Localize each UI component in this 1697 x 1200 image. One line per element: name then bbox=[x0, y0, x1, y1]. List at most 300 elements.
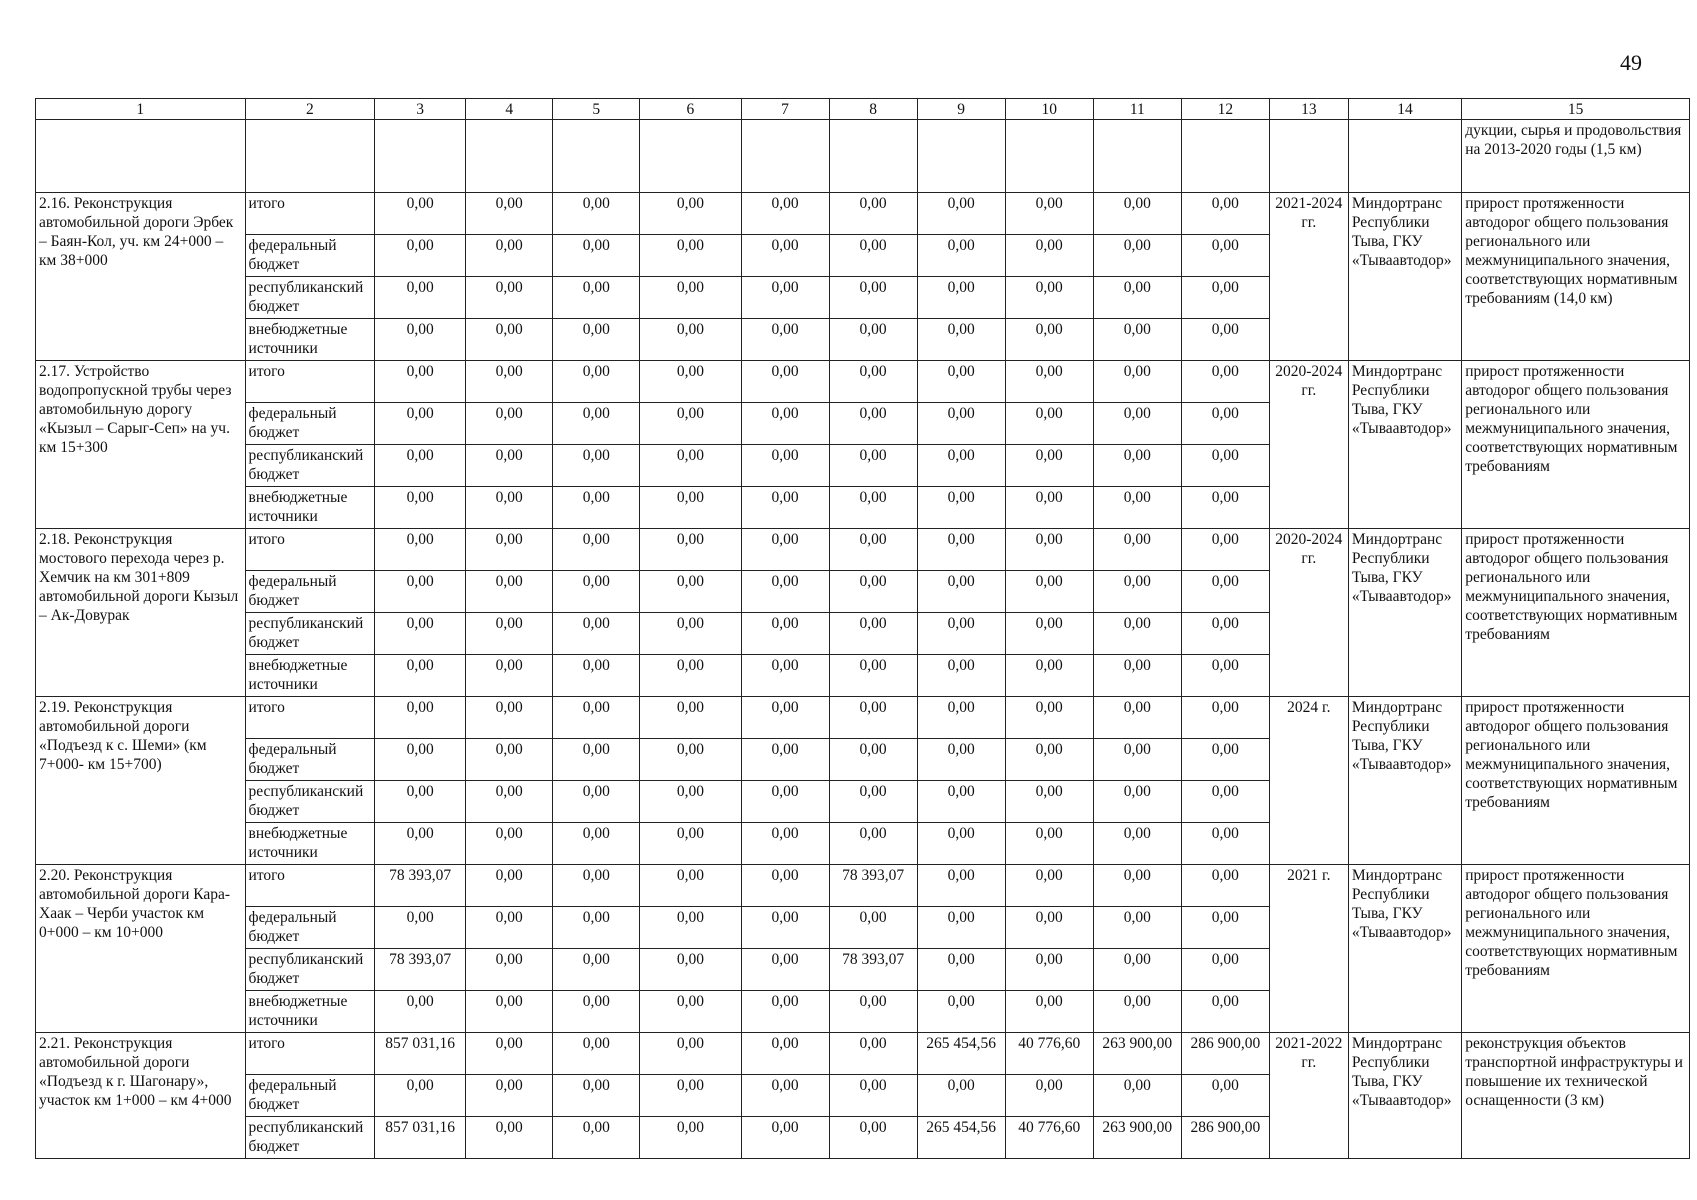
table-row bbox=[36, 529, 1690, 571]
column-number: 8 bbox=[829, 99, 917, 120]
funding-source: внебюджетные источники bbox=[245, 991, 375, 1033]
amount-cell: 0,00 bbox=[1005, 235, 1093, 277]
amount-cell: 0,00 bbox=[640, 319, 741, 361]
empty-cell bbox=[36, 120, 246, 193]
amount-cell: 0,00 bbox=[1005, 697, 1093, 739]
amount-cell: 0,00 bbox=[917, 193, 1005, 235]
amount-cell: 0,00 bbox=[917, 823, 1005, 865]
funding-source: итого bbox=[245, 697, 375, 739]
amount-cell: 0,00 bbox=[829, 907, 917, 949]
amount-cell: 0,00 bbox=[829, 739, 917, 781]
amount-cell: 0,00 bbox=[640, 1075, 741, 1117]
amount-cell: 0,00 bbox=[1181, 361, 1269, 403]
amount-cell: 0,00 bbox=[1093, 739, 1181, 781]
project-title: 2.21. Реконструкция автомобильной дороги «Подъезд к г. Шагонару», участок км 1+000 – км 4+000 bbox=[36, 1033, 246, 1159]
column-number: 3 bbox=[375, 99, 466, 120]
table-row bbox=[36, 865, 1690, 907]
amount-cell: 0,00 bbox=[1005, 487, 1093, 529]
amount-cell: 0,00 bbox=[741, 445, 829, 487]
empty-cell bbox=[640, 120, 741, 193]
amount-cell: 0,00 bbox=[1093, 949, 1181, 991]
amount-cell: 0,00 bbox=[1181, 739, 1269, 781]
column-number: 6 bbox=[640, 99, 741, 120]
implementation-period: 2024 г. bbox=[1269, 697, 1348, 865]
amount-cell: 0,00 bbox=[917, 277, 1005, 319]
amount-cell: 0,00 bbox=[375, 907, 466, 949]
amount-cell: 0,00 bbox=[741, 571, 829, 613]
amount-cell: 0,00 bbox=[466, 907, 553, 949]
amount-cell: 0,00 bbox=[829, 697, 917, 739]
amount-cell: 0,00 bbox=[375, 403, 466, 445]
amount-cell: 0,00 bbox=[466, 655, 553, 697]
amount-cell: 0,00 bbox=[1181, 613, 1269, 655]
funding-source: республиканский бюджет bbox=[245, 613, 375, 655]
amount-cell: 0,00 bbox=[1005, 907, 1093, 949]
amount-cell: 0,00 bbox=[1181, 949, 1269, 991]
amount-cell: 0,00 bbox=[1005, 781, 1093, 823]
amount-cell: 0,00 bbox=[829, 1075, 917, 1117]
amount-cell: 0,00 bbox=[1093, 361, 1181, 403]
expected-result: прирост протяженности автодорог общего пользования регионального или межмуниципального значения, соответствующих нормативным требованиям bbox=[1462, 697, 1690, 865]
funding-source: итого bbox=[245, 361, 375, 403]
amount-cell: 0,00 bbox=[466, 487, 553, 529]
funding-source: федеральный бюджет bbox=[245, 571, 375, 613]
amount-cell: 857 031,16 bbox=[375, 1033, 466, 1075]
amount-cell: 0,00 bbox=[1181, 235, 1269, 277]
amount-cell: 0,00 bbox=[917, 781, 1005, 823]
amount-cell: 0,00 bbox=[553, 277, 640, 319]
amount-cell: 0,00 bbox=[553, 403, 640, 445]
amount-cell: 0,00 bbox=[741, 277, 829, 319]
amount-cell: 0,00 bbox=[829, 781, 917, 823]
amount-cell: 0,00 bbox=[1005, 991, 1093, 1033]
amount-cell: 0,00 bbox=[1181, 319, 1269, 361]
expected-result: прирост протяженности автодорог общего пользования регионального или межмуниципального значения, соответствующих нормативным требованиям bbox=[1462, 529, 1690, 697]
amount-cell: 0,00 bbox=[640, 739, 741, 781]
amount-cell: 0,00 bbox=[640, 193, 741, 235]
amount-cell: 0,00 bbox=[829, 319, 917, 361]
amount-cell: 0,00 bbox=[741, 949, 829, 991]
amount-cell: 0,00 bbox=[1005, 571, 1093, 613]
amount-cell: 0,00 bbox=[1181, 487, 1269, 529]
amount-cell: 0,00 bbox=[741, 1075, 829, 1117]
amount-cell: 0,00 bbox=[1181, 655, 1269, 697]
empty-cell bbox=[829, 120, 917, 193]
column-number: 11 bbox=[1093, 99, 1181, 120]
amount-cell: 0,00 bbox=[640, 991, 741, 1033]
empty-cell bbox=[375, 120, 466, 193]
implementation-period: 2021-2022 гг. bbox=[1269, 1033, 1348, 1159]
column-number: 9 bbox=[917, 99, 1005, 120]
amount-cell: 0,00 bbox=[1181, 445, 1269, 487]
amount-cell: 0,00 bbox=[1005, 1075, 1093, 1117]
amount-cell: 0,00 bbox=[917, 991, 1005, 1033]
amount-cell: 0,00 bbox=[466, 781, 553, 823]
empty-cell bbox=[1093, 120, 1181, 193]
amount-cell: 0,00 bbox=[917, 487, 1005, 529]
amount-cell: 0,00 bbox=[741, 991, 829, 1033]
amount-cell: 0,00 bbox=[375, 781, 466, 823]
amount-cell: 0,00 bbox=[1093, 235, 1181, 277]
amount-cell: 0,00 bbox=[553, 781, 640, 823]
amount-cell: 0,00 bbox=[741, 319, 829, 361]
amount-cell: 0,00 bbox=[466, 235, 553, 277]
column-number: 12 bbox=[1181, 99, 1269, 120]
amount-cell: 0,00 bbox=[829, 193, 917, 235]
amount-cell: 0,00 bbox=[553, 655, 640, 697]
amount-cell: 0,00 bbox=[466, 193, 553, 235]
amount-cell: 0,00 bbox=[375, 1075, 466, 1117]
amount-cell: 0,00 bbox=[741, 781, 829, 823]
funding-source: республиканский бюджет bbox=[245, 781, 375, 823]
amount-cell: 0,00 bbox=[640, 571, 741, 613]
amount-cell: 78 393,07 bbox=[375, 865, 466, 907]
amount-cell: 0,00 bbox=[741, 613, 829, 655]
amount-cell: 0,00 bbox=[640, 445, 741, 487]
amount-cell: 0,00 bbox=[640, 907, 741, 949]
amount-cell: 0,00 bbox=[1005, 319, 1093, 361]
funding-source: внебюджетные источники bbox=[245, 487, 375, 529]
amount-cell: 0,00 bbox=[1181, 907, 1269, 949]
amount-cell: 0,00 bbox=[553, 529, 640, 571]
executor: Миндортранс Республики Тыва, ГКУ «Тываавтодор» bbox=[1348, 865, 1461, 1033]
amount-cell: 0,00 bbox=[917, 697, 1005, 739]
amount-cell: 0,00 bbox=[553, 1033, 640, 1075]
implementation-period: 2020-2024 гг. bbox=[1269, 529, 1348, 697]
amount-cell: 0,00 bbox=[1093, 487, 1181, 529]
amount-cell: 0,00 bbox=[375, 487, 466, 529]
amount-cell: 0,00 bbox=[741, 193, 829, 235]
amount-cell: 0,00 bbox=[375, 277, 466, 319]
page-number: 49 bbox=[1620, 50, 1642, 75]
amount-cell: 0,00 bbox=[375, 529, 466, 571]
empty-cell bbox=[1348, 120, 1461, 193]
amount-cell: 0,00 bbox=[375, 697, 466, 739]
amount-cell: 0,00 bbox=[466, 823, 553, 865]
implementation-period: 2021 г. bbox=[1269, 865, 1348, 1033]
column-number: 7 bbox=[741, 99, 829, 120]
amount-cell: 0,00 bbox=[829, 991, 917, 1033]
amount-cell: 0,00 bbox=[553, 193, 640, 235]
amount-cell: 0,00 bbox=[1093, 529, 1181, 571]
expected-result: прирост протяженности автодорог общего пользования регионального или межмуниципального значения, соответствующих нормативным требованиям (14,0 км) bbox=[1462, 193, 1690, 361]
amount-cell: 0,00 bbox=[741, 655, 829, 697]
amount-cell: 0,00 bbox=[741, 823, 829, 865]
continuation-row bbox=[36, 120, 1690, 193]
amount-cell: 0,00 bbox=[917, 529, 1005, 571]
amount-cell: 0,00 bbox=[1005, 739, 1093, 781]
amount-cell: 0,00 bbox=[917, 613, 1005, 655]
amount-cell: 0,00 bbox=[640, 823, 741, 865]
amount-cell: 0,00 bbox=[1093, 403, 1181, 445]
amount-cell: 0,00 bbox=[466, 403, 553, 445]
amount-cell: 0,00 bbox=[375, 235, 466, 277]
amount-cell: 0,00 bbox=[829, 487, 917, 529]
empty-cell bbox=[1181, 120, 1269, 193]
empty-cell bbox=[245, 120, 375, 193]
amount-cell: 0,00 bbox=[1181, 991, 1269, 1033]
amount-cell: 0,00 bbox=[917, 571, 1005, 613]
amount-cell: 0,00 bbox=[553, 697, 640, 739]
amount-cell: 0,00 bbox=[741, 1033, 829, 1075]
amount-cell: 0,00 bbox=[640, 949, 741, 991]
column-number: 5 bbox=[553, 99, 640, 120]
amount-cell: 0,00 bbox=[553, 1117, 640, 1159]
amount-cell: 0,00 bbox=[466, 697, 553, 739]
funding-source: федеральный бюджет bbox=[245, 1075, 375, 1117]
amount-cell: 0,00 bbox=[1181, 403, 1269, 445]
amount-cell: 0,00 bbox=[1093, 445, 1181, 487]
empty-cell bbox=[466, 120, 553, 193]
implementation-period: 2020-2024 гг. bbox=[1269, 361, 1348, 529]
amount-cell: 0,00 bbox=[375, 445, 466, 487]
amount-cell: 0,00 bbox=[917, 655, 1005, 697]
amount-cell: 0,00 bbox=[375, 571, 466, 613]
amount-cell: 0,00 bbox=[1005, 655, 1093, 697]
amount-cell: 0,00 bbox=[917, 1075, 1005, 1117]
amount-cell: 0,00 bbox=[1005, 529, 1093, 571]
amount-cell: 0,00 bbox=[1005, 277, 1093, 319]
amount-cell: 0,00 bbox=[375, 613, 466, 655]
amount-cell: 0,00 bbox=[917, 739, 1005, 781]
amount-cell: 0,00 bbox=[829, 277, 917, 319]
continuation-text: дукции, сырья и продовольствия на 2013-2020 годы (1,5 км) bbox=[1462, 120, 1690, 193]
amount-cell: 0,00 bbox=[1093, 781, 1181, 823]
project-title: 2.20. Реконструкция автомобильной дороги Кара-Хаак – Черби участок км 0+000 – км 10+000 bbox=[36, 865, 246, 1033]
amount-cell: 0,00 bbox=[829, 235, 917, 277]
amount-cell: 0,00 bbox=[466, 1075, 553, 1117]
amount-cell: 0,00 bbox=[1181, 823, 1269, 865]
amount-cell: 0,00 bbox=[553, 823, 640, 865]
column-number: 4 bbox=[466, 99, 553, 120]
executor: Миндортранс Республики Тыва, ГКУ «Тываавтодор» bbox=[1348, 697, 1461, 865]
executor: Миндортранс Республики Тыва, ГКУ «Тываавтодор» bbox=[1348, 193, 1461, 361]
amount-cell: 857 031,16 bbox=[375, 1117, 466, 1159]
column-number: 2 bbox=[245, 99, 375, 120]
amount-cell: 0,00 bbox=[741, 529, 829, 571]
amount-cell: 0,00 bbox=[466, 277, 553, 319]
amount-cell: 0,00 bbox=[466, 445, 553, 487]
amount-cell: 0,00 bbox=[1181, 193, 1269, 235]
amount-cell: 0,00 bbox=[553, 571, 640, 613]
implementation-period: 2021-2024 гг. bbox=[1269, 193, 1348, 361]
amount-cell: 0,00 bbox=[1181, 865, 1269, 907]
amount-cell: 0,00 bbox=[1093, 991, 1181, 1033]
amount-cell: 0,00 bbox=[375, 319, 466, 361]
executor: Миндортранс Республики Тыва, ГКУ «Тываавтодор» bbox=[1348, 1033, 1461, 1159]
expected-result: прирост протяженности автодорог общего пользования регионального или межмуниципального значения, соответствующих нормативным требованиям bbox=[1462, 865, 1690, 1033]
amount-cell: 0,00 bbox=[1005, 865, 1093, 907]
amount-cell: 78 393,07 bbox=[829, 949, 917, 991]
amount-cell: 0,00 bbox=[1181, 529, 1269, 571]
amount-cell: 0,00 bbox=[829, 403, 917, 445]
amount-cell: 263 900,00 bbox=[1093, 1117, 1181, 1159]
amount-cell: 0,00 bbox=[553, 949, 640, 991]
amount-cell: 0,00 bbox=[1093, 319, 1181, 361]
amount-cell: 0,00 bbox=[375, 193, 466, 235]
amount-cell: 0,00 bbox=[375, 655, 466, 697]
amount-cell: 0,00 bbox=[1093, 613, 1181, 655]
amount-cell: 0,00 bbox=[375, 991, 466, 1033]
amount-cell: 0,00 bbox=[553, 907, 640, 949]
amount-cell: 0,00 bbox=[1181, 277, 1269, 319]
amount-cell: 0,00 bbox=[1093, 655, 1181, 697]
amount-cell: 0,00 bbox=[1005, 613, 1093, 655]
amount-cell: 0,00 bbox=[741, 865, 829, 907]
funding-source: итого bbox=[245, 193, 375, 235]
amount-cell: 0,00 bbox=[1093, 193, 1181, 235]
amount-cell: 0,00 bbox=[1005, 403, 1093, 445]
amount-cell: 0,00 bbox=[1093, 1075, 1181, 1117]
amount-cell: 0,00 bbox=[640, 235, 741, 277]
amount-cell: 0,00 bbox=[1093, 697, 1181, 739]
amount-cell: 0,00 bbox=[1005, 361, 1093, 403]
amount-cell: 0,00 bbox=[917, 235, 1005, 277]
amount-cell: 0,00 bbox=[553, 445, 640, 487]
project-title: 2.18. Реконструкция мостового перехода через р. Хемчик на км 301+809 автомобильной дороги Кызыл – Ак-Довурак bbox=[36, 529, 246, 697]
amount-cell: 0,00 bbox=[917, 319, 1005, 361]
amount-cell: 0,00 bbox=[829, 571, 917, 613]
amount-cell: 0,00 bbox=[1093, 907, 1181, 949]
funding-source: внебюджетные источники bbox=[245, 823, 375, 865]
project-title: 2.16. Реконструкция автомобильной дороги Эрбек – Баян-Кол, уч. км 24+000 – км 38+000 bbox=[36, 193, 246, 361]
amount-cell: 0,00 bbox=[466, 361, 553, 403]
amount-cell: 0,00 bbox=[829, 613, 917, 655]
amount-cell: 265 454,56 bbox=[917, 1117, 1005, 1159]
amount-cell: 78 393,07 bbox=[829, 865, 917, 907]
project-title: 2.19. Реконструкция автомобильной дороги «Подъезд к с. Шеми» (км 7+000- км 15+700) bbox=[36, 697, 246, 865]
amount-cell: 0,00 bbox=[466, 949, 553, 991]
amount-cell: 0,00 bbox=[640, 613, 741, 655]
amount-cell: 0,00 bbox=[466, 571, 553, 613]
amount-cell: 0,00 bbox=[640, 487, 741, 529]
table-row bbox=[36, 361, 1690, 403]
funding-source: федеральный бюджет bbox=[245, 403, 375, 445]
empty-cell bbox=[741, 120, 829, 193]
amount-cell: 0,00 bbox=[1093, 823, 1181, 865]
funding-source: итого bbox=[245, 865, 375, 907]
amount-cell: 40 776,60 bbox=[1005, 1117, 1093, 1159]
column-number: 15 bbox=[1462, 99, 1690, 120]
amount-cell: 0,00 bbox=[741, 403, 829, 445]
amount-cell: 0,00 bbox=[640, 697, 741, 739]
empty-cell bbox=[1005, 120, 1093, 193]
amount-cell: 0,00 bbox=[741, 487, 829, 529]
amount-cell: 0,00 bbox=[640, 655, 741, 697]
amount-cell: 0,00 bbox=[640, 403, 741, 445]
amount-cell: 0,00 bbox=[640, 361, 741, 403]
amount-cell: 0,00 bbox=[466, 739, 553, 781]
column-number: 1 bbox=[36, 99, 246, 120]
funding-source: республиканский бюджет bbox=[245, 277, 375, 319]
amount-cell: 0,00 bbox=[917, 403, 1005, 445]
amount-cell: 265 454,56 bbox=[917, 1033, 1005, 1075]
empty-cell bbox=[553, 120, 640, 193]
amount-cell: 0,00 bbox=[553, 991, 640, 1033]
amount-cell: 0,00 bbox=[553, 739, 640, 781]
amount-cell: 0,00 bbox=[829, 655, 917, 697]
executor: Миндортранс Республики Тыва, ГКУ «Тываавтодор» bbox=[1348, 529, 1461, 697]
amount-cell: 0,00 bbox=[1093, 865, 1181, 907]
amount-cell: 286 900,00 bbox=[1181, 1033, 1269, 1075]
amount-cell: 78 393,07 bbox=[375, 949, 466, 991]
amount-cell: 0,00 bbox=[553, 613, 640, 655]
funding-source: республиканский бюджет bbox=[245, 1117, 375, 1159]
amount-cell: 0,00 bbox=[829, 361, 917, 403]
funding-source: республиканский бюджет bbox=[245, 445, 375, 487]
amount-cell: 0,00 bbox=[553, 319, 640, 361]
amount-cell: 0,00 bbox=[553, 1075, 640, 1117]
amount-cell: 0,00 bbox=[466, 991, 553, 1033]
amount-cell: 0,00 bbox=[1181, 697, 1269, 739]
amount-cell: 0,00 bbox=[466, 1033, 553, 1075]
funding-source: итого bbox=[245, 1033, 375, 1075]
amount-cell: 0,00 bbox=[917, 907, 1005, 949]
funding-source: итого bbox=[245, 529, 375, 571]
funding-source: внебюджетные источники bbox=[245, 655, 375, 697]
amount-cell: 0,00 bbox=[741, 907, 829, 949]
amount-cell: 0,00 bbox=[466, 1117, 553, 1159]
amount-cell: 0,00 bbox=[829, 823, 917, 865]
funding-source: внебюджетные источники bbox=[245, 319, 375, 361]
amount-cell: 0,00 bbox=[741, 1117, 829, 1159]
amount-cell: 0,00 bbox=[640, 529, 741, 571]
column-number-row bbox=[36, 99, 1690, 120]
amount-cell: 0,00 bbox=[553, 865, 640, 907]
amount-cell: 0,00 bbox=[553, 487, 640, 529]
amount-cell: 0,00 bbox=[917, 445, 1005, 487]
table-row bbox=[36, 193, 1690, 235]
amount-cell: 286 900,00 bbox=[1181, 1117, 1269, 1159]
amount-cell: 0,00 bbox=[829, 1033, 917, 1075]
project-title: 2.17. Устройство водопропускной трубы через автомобильную дорогу «Кызыл – Сарыг-Сеп» на уч. км 15+300 bbox=[36, 361, 246, 529]
amount-cell: 0,00 bbox=[1005, 445, 1093, 487]
budget-table bbox=[35, 98, 1690, 1159]
amount-cell: 263 900,00 bbox=[1093, 1033, 1181, 1075]
amount-cell: 0,00 bbox=[1181, 571, 1269, 613]
amount-cell: 0,00 bbox=[466, 319, 553, 361]
amount-cell: 0,00 bbox=[1005, 949, 1093, 991]
empty-cell bbox=[1269, 120, 1348, 193]
amount-cell: 0,00 bbox=[553, 361, 640, 403]
amount-cell: 40 776,60 bbox=[1005, 1033, 1093, 1075]
amount-cell: 0,00 bbox=[829, 445, 917, 487]
amount-cell: 0,00 bbox=[1181, 781, 1269, 823]
amount-cell: 0,00 bbox=[375, 823, 466, 865]
amount-cell: 0,00 bbox=[1093, 277, 1181, 319]
column-number: 13 bbox=[1269, 99, 1348, 120]
amount-cell: 0,00 bbox=[375, 361, 466, 403]
table-row bbox=[36, 697, 1690, 739]
amount-cell: 0,00 bbox=[640, 1033, 741, 1075]
amount-cell: 0,00 bbox=[640, 1117, 741, 1159]
amount-cell: 0,00 bbox=[1005, 193, 1093, 235]
amount-cell: 0,00 bbox=[553, 235, 640, 277]
amount-cell: 0,00 bbox=[917, 361, 1005, 403]
amount-cell: 0,00 bbox=[375, 739, 466, 781]
funding-source: федеральный бюджет bbox=[245, 739, 375, 781]
empty-cell bbox=[917, 120, 1005, 193]
amount-cell: 0,00 bbox=[1181, 1075, 1269, 1117]
table-row bbox=[36, 1033, 1690, 1075]
expected-result: прирост протяженности автодорог общего пользования регионального или межмуниципального значения, соответствующих нормативным требованиям bbox=[1462, 361, 1690, 529]
amount-cell: 0,00 bbox=[829, 529, 917, 571]
funding-source: федеральный бюджет bbox=[245, 907, 375, 949]
amount-cell: 0,00 bbox=[466, 613, 553, 655]
amount-cell: 0,00 bbox=[1005, 823, 1093, 865]
funding-source: республиканский бюджет bbox=[245, 949, 375, 991]
funding-source: федеральный бюджет bbox=[245, 235, 375, 277]
